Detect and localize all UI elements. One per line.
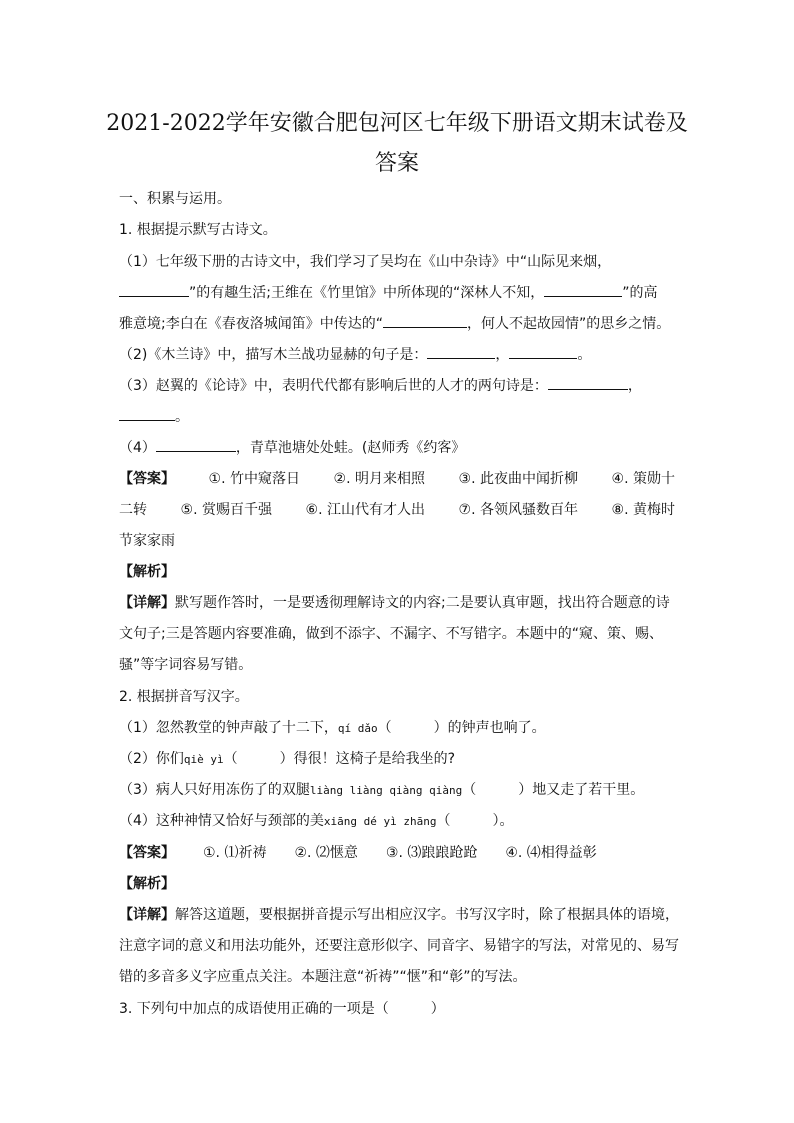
- q1-detail-line-1: [119, 592, 670, 612]
- answer-item: ④. 策勋十: [611, 471, 675, 487]
- q1-detail-line-3: 骚”等字词容易写错。: [119, 657, 253, 673]
- answer-blank: [156, 438, 236, 452]
- q2-detail-line-1: [119, 904, 679, 924]
- q1-sub1-line3: [119, 313, 670, 333]
- q1-detail-line-2: 文句子;三是答题内容要准确，做到不添字、不漏字、不写错字。本题中的“窥、策、赐、: [119, 626, 663, 642]
- q1-sub1-text: ”的有趣生活;王维在《竹里馆》中所体现的“深林人不知，: [189, 285, 545, 301]
- answer-blank: [119, 283, 189, 297]
- answer-blank: [548, 376, 628, 390]
- q2-sub4-text: （ ）。: [436, 813, 514, 829]
- detail-text: 默写题作答时，一是要透彻理解诗文的内容;二是要认真审题，找出符合题意的诗: [175, 595, 670, 611]
- q2-sub1: [119, 717, 546, 737]
- q1-sub3-text: （3）赵翼的《论诗》中，表明代代都有影响后世的人才的两句诗是：: [119, 378, 548, 394]
- detail-tag: 【详解】: [119, 595, 175, 611]
- answer-tag: 【答案】: [119, 471, 175, 487]
- q1-sub3-line2: [119, 406, 189, 426]
- q3-stem: 3. 下列句中加点的成语使用正确的一项是（ ）: [119, 1001, 445, 1017]
- q1-answers-row-2: [119, 499, 675, 519]
- q2-sub1-text: （1）忽然教堂的钟声敲了十二下，: [119, 720, 338, 736]
- answer-blank: [509, 345, 577, 359]
- q2-detail-line-3: 错的多音多义字应重点关注。本题注意“祈祷”“惬”和“彰”的写法。: [119, 969, 527, 985]
- answer-item: ⑤. 赏赐百千强: [180, 502, 272, 518]
- q2-sub3: [119, 779, 644, 799]
- q1-sub2: [119, 344, 591, 364]
- answer-blank: [383, 314, 467, 328]
- period: 。: [577, 347, 592, 363]
- q2-sub3-text: （3）病人只好用冻伤了的双腿: [119, 782, 310, 798]
- q1-sub4-text: ，青草池塘处处蛙。(赵师秀《约客》: [235, 440, 466, 456]
- q1-answers-row-1: [119, 468, 675, 488]
- q1-sub3-line1: [119, 375, 642, 395]
- separator: ，: [627, 378, 642, 394]
- q1-sub1-line1: （1）七年级下册的古诗文中，我们学习了吴均在《山中杂诗》中“山际见来烟，: [119, 254, 612, 270]
- answer-item: 二转: [119, 502, 147, 518]
- q1-sub1-text: 雅意境;李白在《春夜洛城闻笛》中传达的“: [119, 316, 383, 332]
- section-heading: 一、积累与运用。: [119, 191, 231, 207]
- q2-sub3-text: （ ）地又走了若干里。: [462, 782, 645, 798]
- answer-item: ③. 此夜曲中闻折柳: [458, 471, 578, 487]
- q2-sub2-text: （2）你们: [119, 751, 184, 767]
- detail-text: 解答这道题，要根据拼音提示写出相应汉字。书写汉字时，除了根据具体的语境，: [175, 907, 679, 923]
- q1-sub1-text: ，何人不起故园情”的思乡之情。: [466, 316, 671, 332]
- answer-item: ③. ⑶踉踉跄跄: [385, 845, 478, 861]
- q1-sub1-line2: [119, 282, 658, 302]
- document-title-line-2: 答案: [374, 151, 419, 176]
- q2-sub1-text: （ ）的钟声也响了。: [377, 720, 546, 736]
- q2-sub2: [119, 748, 455, 768]
- answer-item: ②. ⑵惬意: [294, 845, 358, 861]
- answer-item: ⑧. 黄梅时: [611, 502, 675, 518]
- q1-sub1-text: ”的高: [622, 285, 658, 301]
- q1-sub4: [119, 437, 465, 457]
- q1-answers-row-3: 节家家雨: [119, 533, 175, 549]
- q2-sub4: [119, 810, 514, 830]
- pinyin: xiāng dé yì zhāng: [323, 815, 437, 828]
- answer-item: ①. ⑴祈祷: [203, 845, 267, 861]
- q1-sub4-text: （4）: [119, 440, 156, 456]
- answer-blank: [427, 345, 495, 359]
- answer-item: ④. ⑷相得益彰: [505, 845, 597, 861]
- period: 。: [175, 409, 189, 425]
- pinyin: qí dǎo: [337, 722, 378, 735]
- q2-answers-row: [119, 842, 597, 862]
- q1-stem: 1. 根据提示默写古诗文。: [119, 222, 277, 238]
- q2-sub2-text: （ ）得很！这椅子是给我坐的?: [223, 751, 456, 767]
- q1-sub2-text: （2)《木兰诗》中，描写木兰战功显赫的句子是：: [119, 347, 428, 363]
- answer-item: ②. 明月来相照: [333, 471, 425, 487]
- answer-item: ⑦. 各领风骚数百年: [458, 502, 578, 518]
- pinyin: liàng liàng qiàng qiàng: [309, 784, 463, 797]
- pinyin: qiè yì: [183, 753, 224, 766]
- document-title-line-1: 2021-2022学年安徽合肥包河区七年级下册语文期末试卷及: [106, 111, 688, 136]
- q2-stem: 2. 根据拼音写汉字。: [119, 689, 249, 705]
- q1-analysis-tag: 【解析】: [119, 564, 175, 580]
- answer-blank: [544, 283, 622, 297]
- answer-item: ⑥. 江山代有才人出: [305, 502, 425, 518]
- q2-analysis-tag: 【解析】: [119, 876, 175, 892]
- q2-sub4-text: （4）这种神情又恰好与颈部的美: [119, 813, 324, 829]
- separator: ，: [495, 347, 510, 363]
- answer-blank: [119, 407, 175, 421]
- q2-detail-line-2: 注意字词的意义和用法功能外，还要注意形似字、同音字、易错字的写法，对常见的、易写: [119, 938, 679, 954]
- answer-item: ①. 竹中窥落日: [208, 471, 300, 487]
- answer-tag: 【答案】: [119, 845, 175, 861]
- detail-tag: 【详解】: [119, 907, 175, 923]
